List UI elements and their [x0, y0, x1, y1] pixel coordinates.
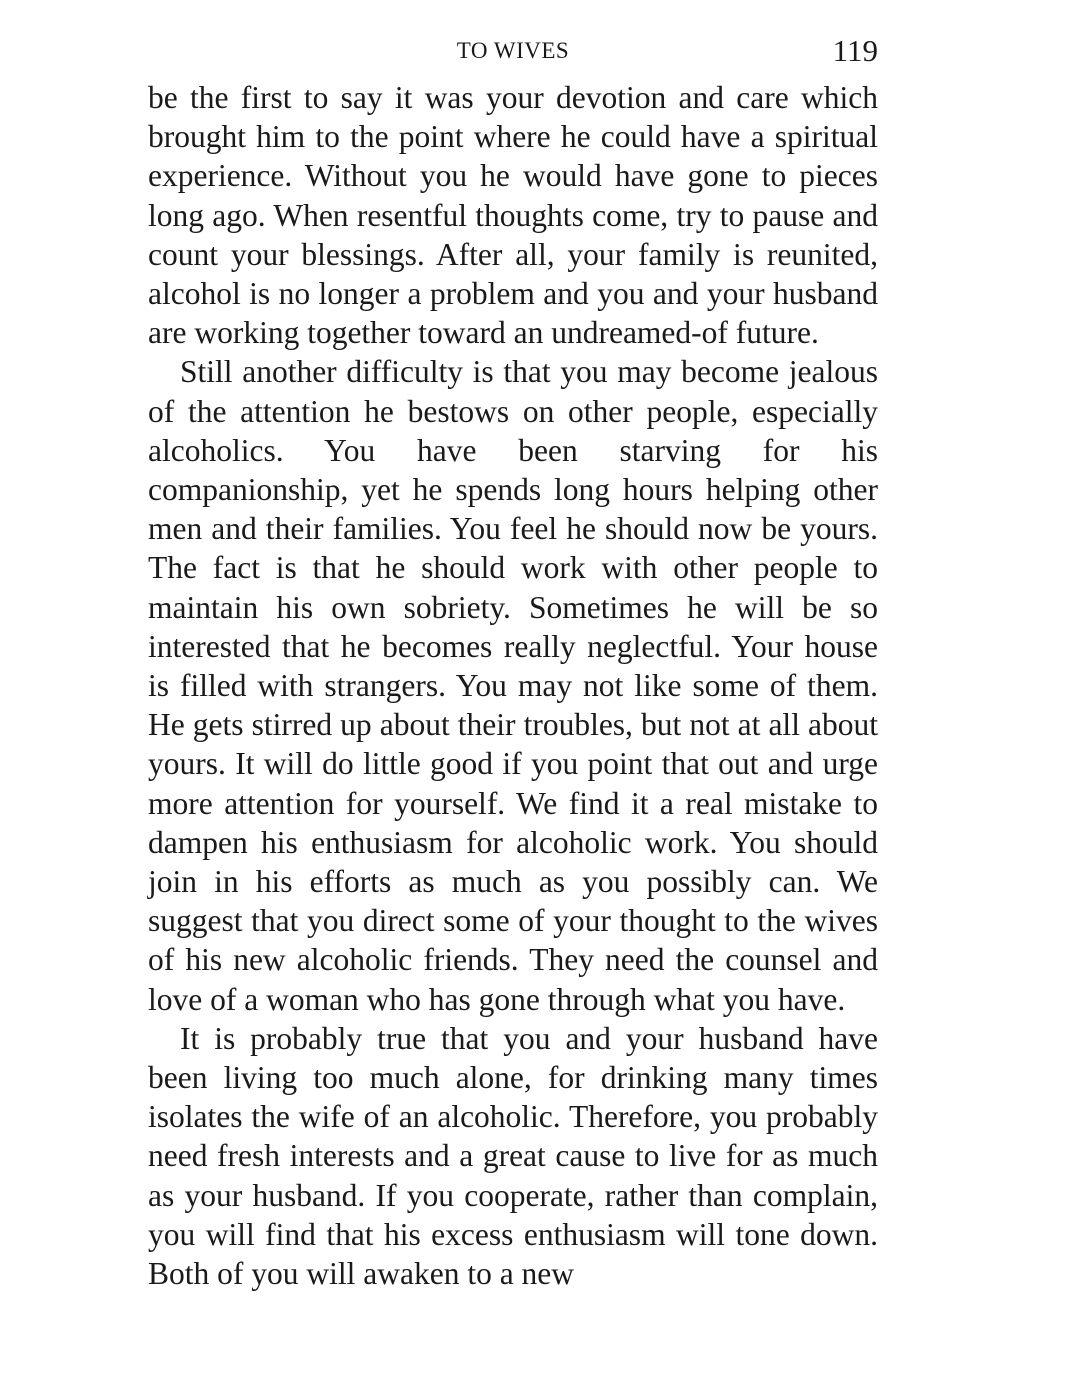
page-number: 119	[832, 33, 878, 68]
chapter-running-title: TO WIVES	[456, 38, 570, 63]
book-page	[148, 0, 878, 1293]
paragraph: Still another difficulty is that you may become jealous of the attention he bestows on other people, especially alcoholics. You have been starving for his companionship, yet he spends long hours helping other men and their families. You feel he should now be yours. The fact is that he should work with other people to maintain his own sobriety. Sometimes he will be so interested that he becomes really neglectful. Your house is filled with strangers. You may not like some of them. He gets stirred up about their troubles, but not at all about yours. It will do little good if you point that out and urge more attention for yourself. We find it a real mistake to dampen his enthusiasm for alcoholic work. You should join in his efforts as much as you possibly can. We suggest that you direct some of your thought to the wives of his new alcoholic friends. They need the counsel and love of a woman who has gone through what you have.	[148, 354, 878, 1017]
running-header	[148, 0, 878, 78]
paragraph-continued: be the first to say it was your devotion and care which brought him to the point where he could have a spiritual experience. Without you he would have gone to pieces long ago. When resentful thoughts come, try to pause and count your blessings. After all, your family is reunited, alcohol is no longer a problem and you and your husband are working together toward an undreamed-of future.	[148, 80, 878, 351]
body-text	[148, 78, 878, 1293]
paragraph: It is probably true that you and your husband have been living too much alone, for drinking many times isolates the wife of an alcoholic. Therefore, you probably need fresh interests and a great cause to live for as much as your husband. If you cooperate, rather than complain, you will find that his excess enthusiasm will tone down. Both of you will awaken to a new	[148, 1020, 878, 1292]
